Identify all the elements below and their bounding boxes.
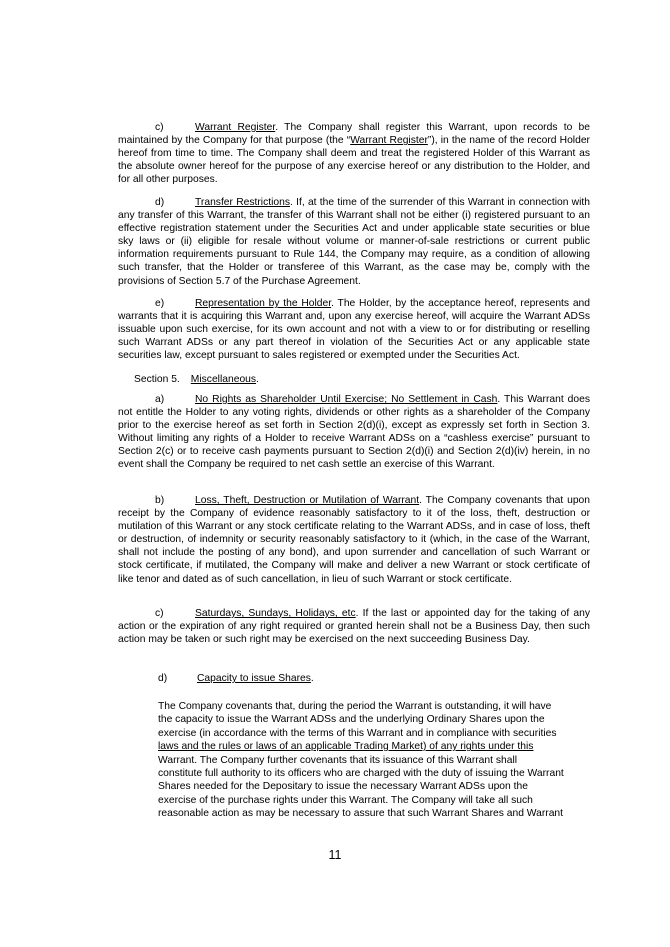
capacity-line: exercise of the purchase rights under this Warrant. The Company will take all such <box>158 794 533 806</box>
heading-transfer-restrictions: Transfer Restrictions <box>195 197 290 208</box>
capacity-line: reasonable action as may be necessary to assure that such Warrant Shares and Warrant <box>158 808 564 820</box>
paragraph-transfer-restrictions: d) Transfer Restrictions. If, at the time of the surrender of this Warrant in connection with any transfer of this Warrant, the transfer of this Warrant shall not be either (i) registered pursuant to an effective registration statement under the Securities Act and under applicable state securities or blue sky laws or (ii) eligible for resale without volume or manner-of-sale restrictions or current public information requirements pursuant to Rule 144, the Company may require, as a condition of allowing such transfer, that the Holder or transferee of this Warrant, as the case may be, comply with the provisions of Section 5.7 of the Purchase Agreement. <box>118 197 590 287</box>
section-title: Miscellaneous <box>190 374 257 385</box>
capacity-line: The Company covenants that, during the period the Warrant is outstanding, it will have <box>158 701 552 712</box>
item-label: c) <box>155 122 164 133</box>
item-label: a) <box>155 394 165 405</box>
defined-term-warrant-register: Warrant Register <box>350 135 428 147</box>
capacity-line-underlined: laws and the rules or laws of an applicable Trading Market) of any rights under this <box>158 741 534 753</box>
capacity-line: exercise (in accordance with the terms of this Warrant and in compliance with securities <box>158 727 557 739</box>
paragraph-representation: e) Representation by the Holder. The Holder, by the acceptance hereof, represents and warrants that it is acquiring this Warrant and, upon any exercise hereof, will acquire the Warrant ADSs issuable upon such exercise, for its own account and not with a view to or for distributing or reselling such Warrant ADSs or any part thereof in violation of the Securities Act or any applicable state securities law, except pursuant to sales registered or exempted under the Securities Act. <box>118 298 591 362</box>
item-label: e) <box>155 298 165 309</box>
heading-representation: Representation by the Holder <box>195 298 332 309</box>
item-label: b) <box>155 495 165 506</box>
section-5-heading: Section 5. Miscellaneous. <box>134 374 259 385</box>
paragraph-loss-theft: b) Loss, Theft, Destruction or Mutilation of Warrant. The Company covenants that upon receipt by the Company of evidence reasonably satisfactory to it of the loss, theft, destruction or mutilation of this Warrant or any stock certificate relating to the Warrant ADSs, and in case of loss, theft or destruction, of indemnity or security reasonably satisfactory to it (which, in the case of the Warrant, shall not include the posting of any bond), and upon surrender and cancellation of such Warrant or stock certificate, if mutilated, the Company will make and deliver a new Warrant or stock certificate of like tenor and dated as of such cancellation, in lieu of such Warrant or stock certificate. <box>118 495 591 585</box>
heading-warrant-register: Warrant Register <box>195 122 276 133</box>
heading-saturdays: Saturdays, Sundays, Holidays, etc <box>195 608 356 619</box>
capacity-heading: d) Capacity to issue Shares. <box>158 673 314 684</box>
capacity-line: Warrant. The Company further covenants that its issuance of this Warrant shall <box>158 754 518 766</box>
page-number: 11 <box>328 848 342 862</box>
paragraph-warrant-register: c) Warrant Register. The Company shall register this Warrant, upon records to be maintained by the Company for that purpose (the “Warrant Register”), in the name of the record Holder hereof from time to time. The Company shall deem and treat the registered Holder of this Warrant as the absolute owner hereof for the purpose of any exercise hereof or any distribution to the Holder, and for all other purposes. <box>118 122 590 186</box>
heading-capacity: Capacity to issue Shares <box>197 673 311 684</box>
capacity-line: the capacity to issue the Warrant ADSs and the underlying Ordinary Shares upon the <box>158 714 545 726</box>
capacity-line: Shares needed for the Depositary to issue the necessary Warrant ADSs upon the <box>158 781 528 793</box>
capacity-line: constitute full authority to its officers who are charged with the duty of issuing the Warrant <box>158 768 564 780</box>
paragraph-saturdays: c) Saturdays, Sundays, Holidays, etc. If the last or appointed day for the taking of any action or the expiration of any right required or granted herein shall not be a Business Day, then such action may be taken or such right may be exercised on the next succeeding Business Day. <box>118 608 590 646</box>
heading-no-rights: No Rights as Shareholder Until Exercise; No Settlement in Cash <box>195 394 498 405</box>
item-label: d) <box>155 197 165 208</box>
section-number: Section 5. <box>134 374 180 385</box>
heading-loss-theft: Loss, Theft, Destruction or Mutilation of Warrant <box>195 495 420 506</box>
paragraph-no-rights: a) No Rights as Shareholder Until Exercise; No Settlement in Cash. This Warrant does not entitle the Holder to any voting rights, dividends or other rights as a shareholder of the Company prior to the exercise hereof as set forth in Section 2(d)(i), except as expressly set forth in Section 3. Without limiting any rights of a Holder to receive Warrant ADSs on a “cashless exercise” pursuant to Section 2(c) or to receive cash payments pursuant to Section 2(d)(i) and Section 2(d)(iv) herein, in no event shall the Company be required to net cash settle an exercise of this Warrant. <box>118 394 590 471</box>
item-label: c) <box>155 608 164 619</box>
paragraph-capacity <box>158 700 594 821</box>
item-label: d) <box>158 673 168 684</box>
